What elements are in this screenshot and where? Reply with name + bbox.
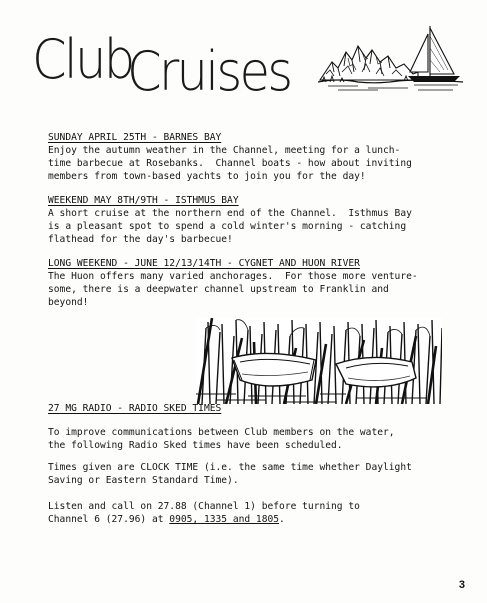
section-body-cygnet-huon: The Huon offers many varied anchorages. For those more venture- some, there is a deepwater channel upstream to Franklin and beyond! [48, 271, 418, 309]
page-title [32, 28, 291, 103]
section-heading-isthmus-bay: WEEKEND MAY 8TH/9TH - ISTHMUS BAY [48, 195, 239, 206]
page-number: 3 [458, 579, 465, 591]
section-heading-cygnet-huon: LONG WEEKEND - JUNE 12/13/14TH - CYGNET AND HUON RIVER [48, 258, 360, 269]
sailboat-mountains-illustration [318, 22, 463, 92]
title-word-cruises: Cruises [126, 40, 291, 103]
radio-paragraph-1: To improve communications between Club members on the water, the following Radio Sked times have been scheduled. [48, 427, 395, 452]
section-body-barnes-bay: Enjoy the autumn weather in the Channel, meeting for a lunch- time barbecue at Rosebanks. Channel boats - how about inviting members from town-based yachts to join you for the day! [48, 145, 412, 183]
radio-paragraph-3-suffix: . [279, 514, 285, 526]
title-word-club: Club [32, 28, 133, 91]
dinghies-in-reeds-illustration [196, 318, 442, 404]
masthead [22, 22, 462, 122]
radio-paragraph-3-prefix: Listen and call on 27.88 (Channel 1) before turning to Channel 6 (27.96) at [48, 501, 360, 526]
section-heading-radio-sked: 27 MG RADIO - RADIO SKED TIMES [48, 403, 222, 414]
section-body-isthmus-bay: A short cruise at the northern end of the Channel. Isthmus Bay is a pleasant spot to spend a cold winter's morning - catching flathead for the day's barbecue! [48, 208, 412, 246]
radio-paragraph-3 [48, 500, 458, 526]
radio-paragraph-2: Times given are CLOCK TIME (i.e. the same time whether Daylight Saving or Eastern Standard Time). [48, 462, 412, 487]
section-heading-barnes-bay: SUNDAY APRIL 25TH - BARNES BAY [48, 132, 222, 143]
sked-times: 0905, 1335 and 1805 [169, 514, 280, 526]
